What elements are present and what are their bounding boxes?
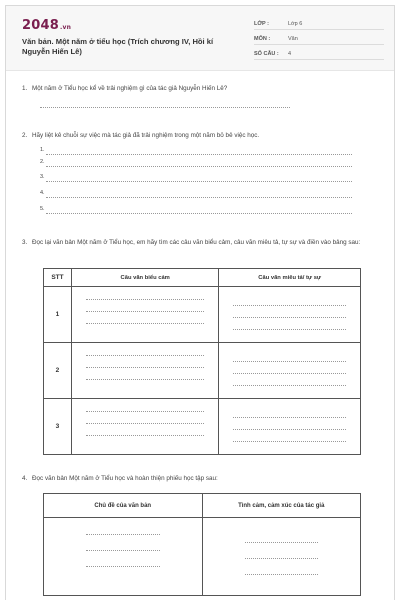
table-row [44,518,361,596]
cell-dotted-line [86,355,205,356]
answer-item-line [46,213,352,214]
meta-count-row [254,48,384,60]
answer-item-line [46,166,352,167]
cell-dotted-line [233,385,346,386]
column-header-expressive: Câu văn biểu cảm [71,269,219,287]
question-1-number: 1. [22,85,28,92]
expressive-descriptive-table [43,268,361,455]
row-number: 2 [44,343,72,399]
cell-dotted-line [233,373,346,374]
answer-item[interactable] [40,147,352,157]
meta-class-value: Lớp 6 [288,21,303,27]
descriptive-cell[interactable] [219,343,361,399]
expressive-cell[interactable] [71,399,219,455]
cell-dotted-line [86,566,160,567]
cell-dotted-line [86,550,160,551]
answer-item[interactable] [40,190,352,200]
cell-dotted-line [86,379,205,380]
expressive-cell[interactable] [71,343,219,399]
answer-item[interactable] [40,174,352,184]
column-header-feelings: Tình cảm, cảm xúc của tác giả [202,494,361,518]
table-row [44,287,361,343]
document-title: Văn bản. Một năm ở tiểu học (Trích chương IV, Hồi kí Nguyễn Hiến Lê) [22,37,214,56]
cell-dotted-line [233,441,346,442]
answer-item[interactable] [40,206,352,216]
cell-dotted-line [245,542,319,543]
cell-dotted-line [86,411,205,412]
descriptive-cell[interactable] [219,287,361,343]
answer-item[interactable] [40,159,352,169]
feelings-cell[interactable] [202,518,361,596]
question-1-text: Một năm ở Tiểu học kể về trải nghiệm gì của tác giả Nguyễn Hiến Lê? [32,85,228,92]
meta-subject-row [254,33,384,45]
meta-class-label: LỚP : [254,21,269,27]
cell-dotted-line [86,311,205,312]
worksheet-header [6,6,394,71]
cell-dotted-line [86,367,205,368]
cell-dotted-line [86,435,205,436]
question-4-text: Đọc văn bản Một năm ở Tiểu học và hoàn thiện phiếu học tập sau: [32,475,218,482]
worksheet-page [5,5,395,600]
table-header-row [44,269,361,287]
table-row [44,399,361,455]
cell-dotted-line [233,317,346,318]
row-number: 1 [44,287,72,343]
question-2-text: Hãy liệt kê chuỗi sự việc mà tác giả đã trải nghiệm trong một năm bỏ bê việc học. [32,132,260,139]
cell-dotted-line [86,534,160,535]
answer-line-1[interactable] [40,107,290,108]
answer-item-line [46,181,352,182]
site-logo[interactable] [22,18,71,33]
answer-item-number: 2. [40,159,45,165]
question-4-number: 4. [22,475,28,482]
column-header-descriptive: Câu văn miêu tả/ tự sự [219,269,361,287]
cell-dotted-line [86,323,205,324]
cell-dotted-line [233,329,346,330]
column-header-stt: STT [44,269,72,287]
logo-suffix: .vn [59,24,72,31]
answer-item-number: 4. [40,190,45,196]
row-number: 3 [44,399,72,455]
table-header-row [44,494,361,518]
meta-count-value: 4 [288,51,292,57]
answer-item-line [46,197,352,198]
cell-dotted-line [245,558,319,559]
answer-item-line [46,154,352,155]
cell-dotted-line [86,299,205,300]
meta-subject-value: Văn [288,36,298,42]
answer-item-number: 1. [40,147,45,153]
expressive-cell[interactable] [71,287,219,343]
meta-class-row [254,18,384,30]
cell-dotted-line [86,423,205,424]
theme-cell[interactable] [44,518,203,596]
answer-item-number: 3. [40,174,45,180]
cell-dotted-line [233,417,346,418]
logo-main: 2048 [22,18,59,33]
column-header-theme: Chủ đề của văn bản [44,494,203,518]
cell-dotted-line [233,361,346,362]
meta-count-label: SỐ CÂU : [254,51,279,57]
cell-dotted-line [233,429,346,430]
study-sheet-table [43,493,361,596]
question-3-number: 3. [22,239,28,246]
question-3-text: Đọc lại văn bản Một năm ở Tiểu học, em hãy tìm các câu văn biểu cảm, câu văn miêu tả, tự sự và điền vào bảng sau: [32,239,361,246]
answer-item-number: 5. [40,206,45,212]
table-row [44,343,361,399]
question-2-number: 2. [22,132,28,139]
cell-dotted-line [233,305,346,306]
cell-dotted-line [245,574,319,575]
descriptive-cell[interactable] [219,399,361,455]
meta-subject-label: MÔN : [254,36,271,42]
